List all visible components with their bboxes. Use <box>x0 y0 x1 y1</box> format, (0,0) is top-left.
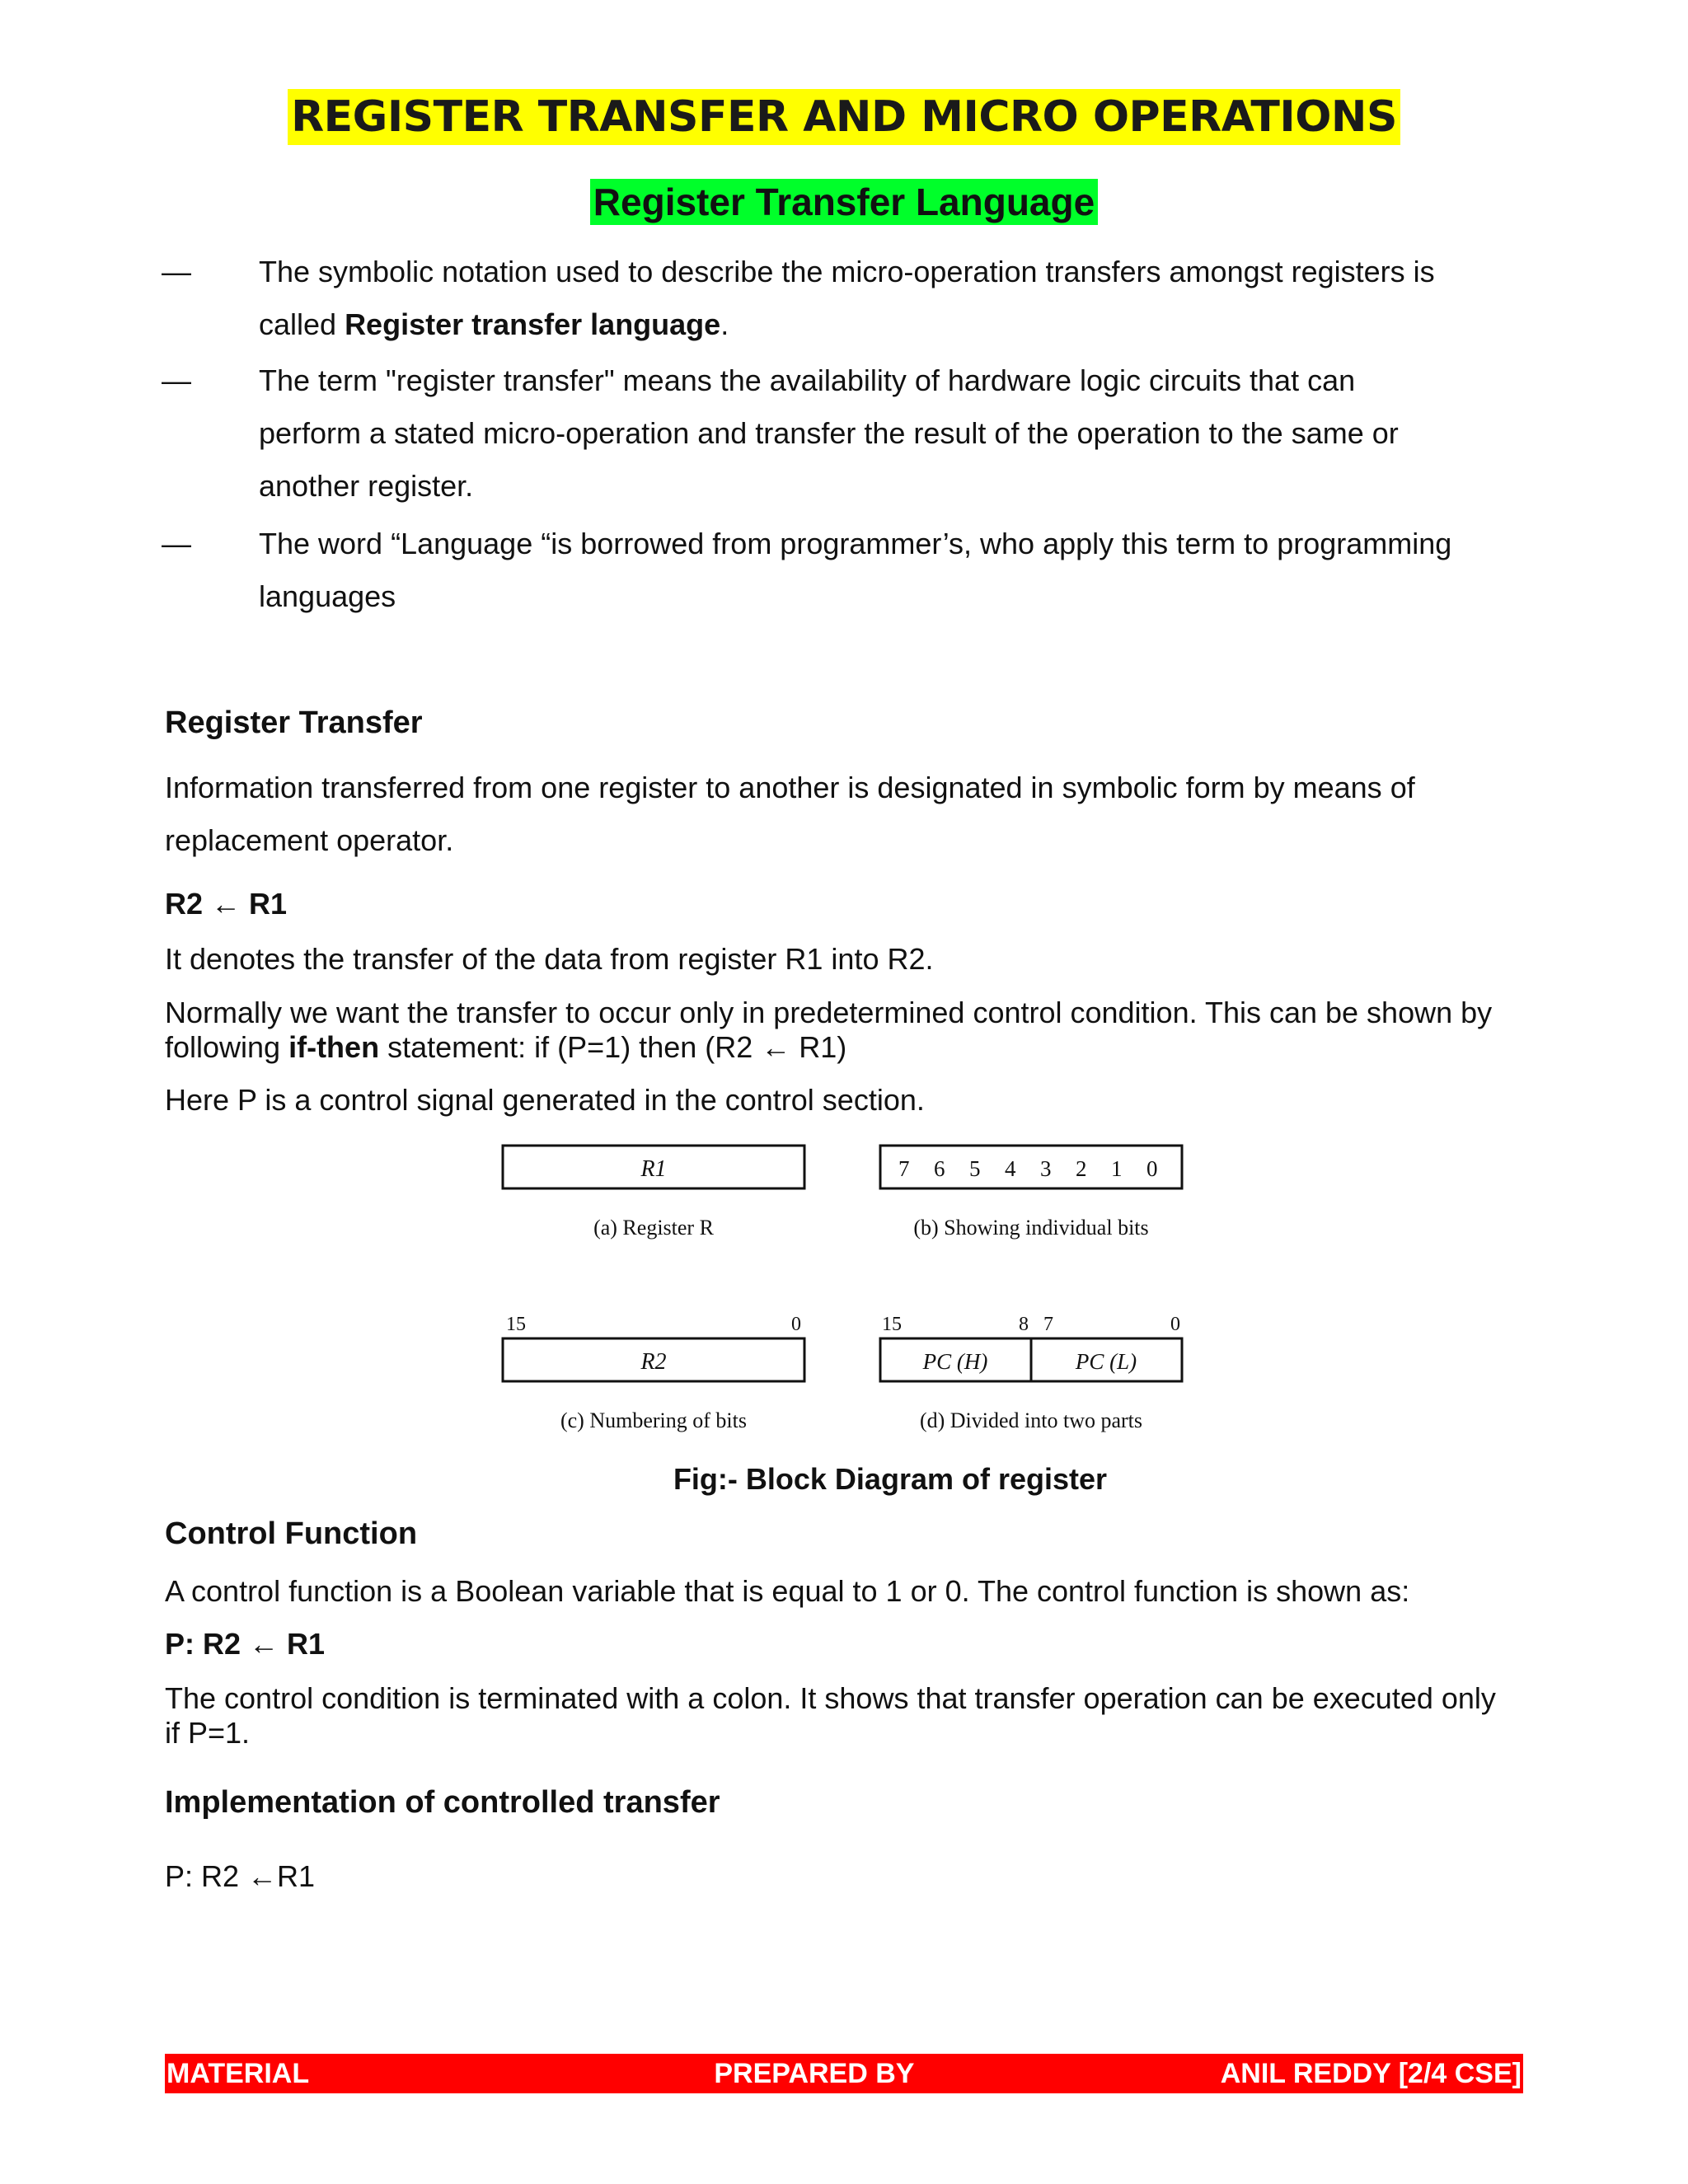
bullet-2-line2: perform a stated micro-operation and transfer the result of the operation to the same or <box>259 416 1399 450</box>
bit-3: 3 <box>1040 1156 1052 1181</box>
caption-a: (a) Register R <box>593 1216 714 1240</box>
register-transfer-para-line2: replacement operator. <box>165 823 454 857</box>
normally-pre: following <box>165 1030 289 1064</box>
d-bit-left: 15 <box>882 1314 902 1335</box>
footer-left: MATERIAL <box>166 2057 310 2089</box>
transfer-here: Here P is a control signal generated in the control section. <box>165 1083 925 1117</box>
register-b-box <box>880 1146 1182 1188</box>
bullet-1 <box>162 246 1526 351</box>
footer-right: ANIL REDDY [2/4 CSE] <box>1220 2057 1522 2089</box>
transfer-expression: R2 ← R1 <box>165 887 288 921</box>
control-function-expr: P: R2 ← R1 <box>165 1627 326 1661</box>
control-note-line2: if P=1. <box>165 1716 251 1750</box>
bit-4: 4 <box>1005 1156 1016 1181</box>
implementation-heading: Implementation of controlled transfer <box>165 1785 720 1820</box>
bullet-1-line1: The symbolic notation used to describe the micro-operation transfers amongst registers is <box>259 255 1435 288</box>
control-function-heading: Control Function <box>165 1516 418 1551</box>
footer-center: PREPARED BY <box>714 2057 915 2089</box>
caption-c: (c) Numbering of bits <box>560 1408 748 1432</box>
register-c-label: R2 <box>640 1349 667 1375</box>
bits-group <box>898 1156 1158 1181</box>
register-a-label: R1 <box>640 1156 667 1182</box>
register-transfer-paragraph <box>165 762 1550 867</box>
bit-5: 5 <box>969 1156 981 1181</box>
register-block-diagram <box>495 1137 1195 1442</box>
bullet-1-line2-bold: Register transfer language <box>345 307 721 341</box>
bullet-3-line1: The word “Language “is borrowed from programmer’s, who apply this term to programming <box>259 527 1452 560</box>
bullet-3 <box>162 518 1526 623</box>
control-function-note <box>165 1681 1550 1750</box>
bullet-2 <box>162 354 1526 513</box>
register-transfer-para-line1: Information transferred from one register to another is designated in symbolic form by means of <box>165 771 1415 804</box>
control-function-para: A control function is a Boolean variable that is equal to 1 or 0. The control function is shown as: <box>165 1574 1410 1608</box>
register-d-low: PC (L) <box>1075 1349 1137 1374</box>
normally-bold: if-then <box>288 1030 380 1064</box>
section-title-text: Register Transfer Language <box>590 179 1098 225</box>
page-title <box>0 92 1688 142</box>
footer-bar <box>165 2054 1523 2093</box>
bit-6: 6 <box>934 1156 945 1181</box>
bullet-1-line2-post: . <box>720 307 729 341</box>
dash-icon: — <box>162 255 191 288</box>
bullet-2-line1: The term "register transfer" means the availability of hardware logic circuits that can <box>259 363 1356 397</box>
d-bit-mid-left: 8 <box>1019 1314 1029 1335</box>
transfer-normally-line2 <box>165 1030 1550 1065</box>
transfer-normally-line1: Normally we want the transfer to occur only in predetermined control condition. This can be shown by <box>165 996 1493 1029</box>
bullet-1-line2 <box>208 298 1526 351</box>
bit-7: 7 <box>898 1156 910 1181</box>
c-bit-left: 15 <box>506 1314 526 1335</box>
normally-post: statement: if (P=1) then (R2 ← R1) <box>379 1030 847 1064</box>
transfer-denotes: It denotes the transfer of the data from register R1 into R2. <box>165 942 934 976</box>
bullet-2-line3: another register. <box>259 469 474 503</box>
figure-caption: Fig:- Block Diagram of register <box>673 1462 1108 1496</box>
caption-b: (b) Showing individual bits <box>913 1216 1149 1240</box>
bullet-3-line2: languages <box>259 579 396 613</box>
bit-2: 2 <box>1076 1156 1087 1181</box>
c-bit-right: 0 <box>791 1314 801 1335</box>
bullet-1-line2-pre: called <box>259 307 345 341</box>
control-note-line1: The control condition is terminated with a colon. It shows that transfer operation can be executed only <box>165 1681 1496 1715</box>
dash-icon: — <box>162 363 191 397</box>
d-bit-right: 0 <box>1170 1314 1180 1335</box>
bit-1: 1 <box>1111 1156 1123 1181</box>
section-title <box>0 180 1688 224</box>
caption-d: (d) Divided into two parts <box>919 1408 1143 1432</box>
implementation-expr: P: R2 ←R1 <box>165 1859 316 1893</box>
register-transfer-heading: Register Transfer <box>165 705 423 740</box>
dash-icon: — <box>162 527 191 560</box>
d-bit-mid-right: 7 <box>1043 1314 1053 1335</box>
register-d-high: PC (H) <box>922 1349 988 1374</box>
bit-0: 0 <box>1146 1156 1158 1181</box>
page-title-text: REGISTER TRANSFER AND MICRO OPERATIONS <box>288 89 1400 145</box>
transfer-normally <box>165 996 1550 1065</box>
